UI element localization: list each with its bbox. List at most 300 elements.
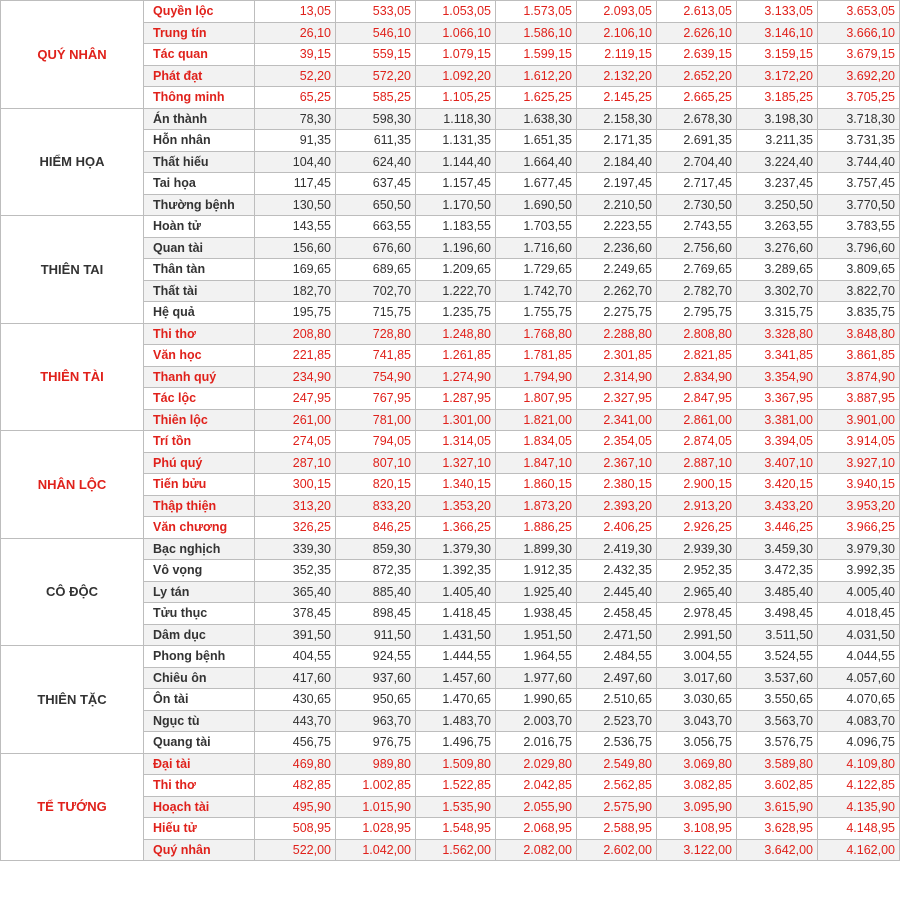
- value-cell: 3.420,15: [737, 474, 818, 496]
- row-label: Thường bệnh: [144, 194, 255, 216]
- value-cell: 300,15: [255, 474, 336, 496]
- value-cell: 2.288,80: [577, 323, 657, 345]
- value-cell: 2.926,25: [657, 517, 737, 539]
- value-cell: 3.615,90: [737, 796, 818, 818]
- value-cell: 859,30: [336, 538, 416, 560]
- value-cell: 4.122,85: [818, 775, 900, 797]
- value-cell: 3.172,20: [737, 65, 818, 87]
- value-cell: 1.002,85: [336, 775, 416, 797]
- row-label: Đại tài: [144, 753, 255, 775]
- value-cell: 911,50: [336, 624, 416, 646]
- value-cell: 3.446,25: [737, 517, 818, 539]
- value-cell: 365,40: [255, 581, 336, 603]
- value-cell: 754,90: [336, 366, 416, 388]
- group-label: THIÊN TÀI: [1, 323, 144, 431]
- value-cell: 1.638,30: [496, 108, 577, 130]
- value-cell: 1.562,00: [416, 839, 496, 861]
- value-cell: 2.055,90: [496, 796, 577, 818]
- row-label: Tác lộc: [144, 388, 255, 410]
- value-cell: 2.197,45: [577, 173, 657, 195]
- value-cell: 469,80: [255, 753, 336, 775]
- value-cell: 3.498,45: [737, 603, 818, 625]
- value-cell: 3.250,50: [737, 194, 818, 216]
- value-cell: 1.768,80: [496, 323, 577, 345]
- value-cell: 820,15: [336, 474, 416, 496]
- value-cell: 3.642,00: [737, 839, 818, 861]
- value-cell: 728,80: [336, 323, 416, 345]
- value-cell: 1.053,05: [416, 1, 496, 23]
- value-cell: 3.602,85: [737, 775, 818, 797]
- value-cell: 2.795,75: [657, 302, 737, 324]
- row-label: Phát đạt: [144, 65, 255, 87]
- value-cell: 3.966,25: [818, 517, 900, 539]
- value-cell: 1.716,60: [496, 237, 577, 259]
- value-cell: 2.393,20: [577, 495, 657, 517]
- value-cell: 1.418,45: [416, 603, 496, 625]
- value-cell: 963,70: [336, 710, 416, 732]
- row-label: Thiên lộc: [144, 409, 255, 431]
- value-cell: 2.782,70: [657, 280, 737, 302]
- value-cell: 559,15: [336, 44, 416, 66]
- value-cell: 3.692,20: [818, 65, 900, 87]
- value-cell: 702,70: [336, 280, 416, 302]
- value-cell: 2.536,75: [577, 732, 657, 754]
- value-cell: 1.977,60: [496, 667, 577, 689]
- value-cell: 1.079,15: [416, 44, 496, 66]
- value-cell: 2.262,70: [577, 280, 657, 302]
- value-cell: 4.083,70: [818, 710, 900, 732]
- value-cell: 1.379,30: [416, 538, 496, 560]
- value-cell: 2.406,25: [577, 517, 657, 539]
- value-cell: 1.353,20: [416, 495, 496, 517]
- value-cell: 391,50: [255, 624, 336, 646]
- value-cell: 794,05: [336, 431, 416, 453]
- value-cell: 130,50: [255, 194, 336, 216]
- table-row: [1, 431, 900, 453]
- value-cell: 3.550,65: [737, 689, 818, 711]
- row-label: Quý nhân: [144, 839, 255, 861]
- value-cell: 1.183,55: [416, 216, 496, 238]
- value-cell: 3.185,25: [737, 87, 818, 109]
- value-cell: 1.118,30: [416, 108, 496, 130]
- value-cell: 3.511,50: [737, 624, 818, 646]
- value-cell: 1.015,90: [336, 796, 416, 818]
- value-cell: 1.625,25: [496, 87, 577, 109]
- value-cell: 2.704,40: [657, 151, 737, 173]
- row-label: Thanh quý: [144, 366, 255, 388]
- value-cell: 2.861,00: [657, 409, 737, 431]
- value-cell: 872,35: [336, 560, 416, 582]
- value-cell: 2.171,35: [577, 130, 657, 152]
- row-label: Ôn tài: [144, 689, 255, 711]
- value-cell: 3.848,80: [818, 323, 900, 345]
- value-cell: 234,90: [255, 366, 336, 388]
- value-cell: 4.018,45: [818, 603, 900, 625]
- value-cell: 2.602,00: [577, 839, 657, 861]
- row-label: Thông minh: [144, 87, 255, 109]
- value-cell: 3.718,30: [818, 108, 900, 130]
- value-cell: 3.666,10: [818, 22, 900, 44]
- value-cell: 1.990,65: [496, 689, 577, 711]
- row-label: Hỗn nhân: [144, 130, 255, 152]
- value-cell: 39,15: [255, 44, 336, 66]
- value-cell: 3.589,80: [737, 753, 818, 775]
- value-cell: 3.328,80: [737, 323, 818, 345]
- value-cell: 3.835,75: [818, 302, 900, 324]
- value-cell: 833,20: [336, 495, 416, 517]
- value-cell: 2.042,85: [496, 775, 577, 797]
- value-cell: 247,95: [255, 388, 336, 410]
- value-cell: 2.769,65: [657, 259, 737, 281]
- value-cell: 937,60: [336, 667, 416, 689]
- value-cell: 1.405,40: [416, 581, 496, 603]
- group-label: NHÂN LỘC: [1, 431, 144, 539]
- value-cell: 104,40: [255, 151, 336, 173]
- group-label: HIỂM HỌA: [1, 108, 144, 216]
- value-cell: 1.144,40: [416, 151, 496, 173]
- value-cell: 208,80: [255, 323, 336, 345]
- value-cell: 1.847,10: [496, 452, 577, 474]
- value-cell: 221,85: [255, 345, 336, 367]
- value-cell: 3.628,95: [737, 818, 818, 840]
- value-cell: 3.133,05: [737, 1, 818, 23]
- row-label: Ngục tù: [144, 710, 255, 732]
- value-cell: 65,25: [255, 87, 336, 109]
- value-cell: 143,55: [255, 216, 336, 238]
- value-cell: 1.612,20: [496, 65, 577, 87]
- value-cell: 1.470,65: [416, 689, 496, 711]
- value-cell: 1.457,60: [416, 667, 496, 689]
- value-cell: 624,40: [336, 151, 416, 173]
- value-cell: 1.742,70: [496, 280, 577, 302]
- value-cell: 2.510,65: [577, 689, 657, 711]
- row-label: Thi thơ: [144, 775, 255, 797]
- value-cell: 2.497,60: [577, 667, 657, 689]
- value-cell: 3.809,65: [818, 259, 900, 281]
- value-cell: 3.485,40: [737, 581, 818, 603]
- value-cell: 1.314,05: [416, 431, 496, 453]
- value-cell: 2.275,75: [577, 302, 657, 324]
- value-cell: 4.057,60: [818, 667, 900, 689]
- value-cell: 2.419,30: [577, 538, 657, 560]
- value-cell: 2.068,95: [496, 818, 577, 840]
- value-cell: 598,30: [336, 108, 416, 130]
- value-cell: 3.341,85: [737, 345, 818, 367]
- row-label: Quan tài: [144, 237, 255, 259]
- value-cell: 3.563,70: [737, 710, 818, 732]
- value-cell: 91,35: [255, 130, 336, 152]
- value-cell: 1.690,50: [496, 194, 577, 216]
- value-cell: 339,30: [255, 538, 336, 560]
- value-cell: 3.237,45: [737, 173, 818, 195]
- value-cell: 1.912,35: [496, 560, 577, 582]
- value-cell: 1.209,65: [416, 259, 496, 281]
- value-cell: 3.822,70: [818, 280, 900, 302]
- value-cell: 1.157,45: [416, 173, 496, 195]
- row-label: Phong bệnh: [144, 646, 255, 668]
- value-cell: 1.496,75: [416, 732, 496, 754]
- value-cell: 2.484,55: [577, 646, 657, 668]
- value-cell: 3.224,40: [737, 151, 818, 173]
- row-label: Tai họa: [144, 173, 255, 195]
- table-body: [1, 1, 900, 861]
- group-label: THIÊN TẶC: [1, 646, 144, 754]
- value-cell: 3.056,75: [657, 732, 737, 754]
- value-cell: 1.729,65: [496, 259, 577, 281]
- value-cell: 1.755,75: [496, 302, 577, 324]
- value-cell: 989,80: [336, 753, 416, 775]
- value-cell: 2.991,50: [657, 624, 737, 646]
- value-cell: 3.744,40: [818, 151, 900, 173]
- value-cell: 1.028,95: [336, 818, 416, 840]
- value-cell: 1.599,15: [496, 44, 577, 66]
- value-cell: 1.925,40: [496, 581, 577, 603]
- value-cell: 352,35: [255, 560, 336, 582]
- value-cell: 2.236,60: [577, 237, 657, 259]
- value-cell: 430,65: [255, 689, 336, 711]
- group-label: QUÝ NHÂN: [1, 1, 144, 109]
- value-cell: 404,55: [255, 646, 336, 668]
- value-cell: 3.122,00: [657, 839, 737, 861]
- value-cell: 2.327,95: [577, 388, 657, 410]
- value-cell: 3.381,00: [737, 409, 818, 431]
- value-cell: 572,20: [336, 65, 416, 87]
- row-label: Hoạch tài: [144, 796, 255, 818]
- table-row: [1, 108, 900, 130]
- value-cell: 2.652,20: [657, 65, 737, 87]
- value-cell: 2.717,45: [657, 173, 737, 195]
- value-cell: 4.070,65: [818, 689, 900, 711]
- value-cell: 637,45: [336, 173, 416, 195]
- value-cell: 4.162,00: [818, 839, 900, 861]
- value-cell: 3.901,00: [818, 409, 900, 431]
- value-cell: 1.651,35: [496, 130, 577, 152]
- value-cell: 3.004,55: [657, 646, 737, 668]
- value-cell: 781,00: [336, 409, 416, 431]
- value-cell: 1.951,50: [496, 624, 577, 646]
- value-cell: 676,60: [336, 237, 416, 259]
- value-cell: 2.900,15: [657, 474, 737, 496]
- value-cell: 2.939,30: [657, 538, 737, 560]
- value-cell: 3.315,75: [737, 302, 818, 324]
- value-cell: 2.132,20: [577, 65, 657, 87]
- value-cell: 1.483,70: [416, 710, 496, 732]
- row-label: Phú quý: [144, 452, 255, 474]
- value-cell: 2.549,80: [577, 753, 657, 775]
- value-cell: 885,40: [336, 581, 416, 603]
- value-cell: 1.327,10: [416, 452, 496, 474]
- value-cell: 585,25: [336, 87, 416, 109]
- row-label: Thất tài: [144, 280, 255, 302]
- value-cell: 2.367,10: [577, 452, 657, 474]
- table-row: [1, 538, 900, 560]
- group-label: THIÊN TAI: [1, 216, 144, 324]
- value-cell: 715,75: [336, 302, 416, 324]
- value-cell: 3.289,65: [737, 259, 818, 281]
- row-label: Quang tài: [144, 732, 255, 754]
- value-cell: 1.131,35: [416, 130, 496, 152]
- value-cell: 3.159,15: [737, 44, 818, 66]
- value-cell: 3.757,45: [818, 173, 900, 195]
- value-cell: 1.821,00: [496, 409, 577, 431]
- group-label: CÔ ĐỘC: [1, 538, 144, 646]
- value-cell: 546,10: [336, 22, 416, 44]
- value-cell: 274,05: [255, 431, 336, 453]
- value-cell: 533,05: [336, 1, 416, 23]
- value-cell: 1.548,95: [416, 818, 496, 840]
- value-cell: 1.105,25: [416, 87, 496, 109]
- row-label: Bạc nghịch: [144, 538, 255, 560]
- value-cell: 1.535,90: [416, 796, 496, 818]
- value-cell: 495,90: [255, 796, 336, 818]
- value-cell: 78,30: [255, 108, 336, 130]
- value-cell: 3.927,10: [818, 452, 900, 474]
- value-cell: 1.170,50: [416, 194, 496, 216]
- value-cell: 3.887,95: [818, 388, 900, 410]
- value-cell: 287,10: [255, 452, 336, 474]
- value-cell: 1.873,20: [496, 495, 577, 517]
- value-cell: 2.432,35: [577, 560, 657, 582]
- value-cell: 3.796,60: [818, 237, 900, 259]
- value-cell: 3.770,50: [818, 194, 900, 216]
- value-cell: 1.066,10: [416, 22, 496, 44]
- value-cell: 3.043,70: [657, 710, 737, 732]
- value-cell: 689,65: [336, 259, 416, 281]
- value-cell: 313,20: [255, 495, 336, 517]
- group-label: TỂ TƯỚNG: [1, 753, 144, 861]
- value-cell: 2.341,00: [577, 409, 657, 431]
- value-cell: 2.210,50: [577, 194, 657, 216]
- row-label: Tiến bửu: [144, 474, 255, 496]
- value-cell: 4.005,40: [818, 581, 900, 603]
- value-cell: 2.458,45: [577, 603, 657, 625]
- value-cell: 2.249,65: [577, 259, 657, 281]
- value-cell: 2.003,70: [496, 710, 577, 732]
- row-label: Tửu thục: [144, 603, 255, 625]
- value-cell: 2.354,05: [577, 431, 657, 453]
- value-cell: 13,05: [255, 1, 336, 23]
- table-row: [1, 753, 900, 775]
- value-cell: 52,20: [255, 65, 336, 87]
- value-cell: 3.472,35: [737, 560, 818, 582]
- value-cell: 417,60: [255, 667, 336, 689]
- value-cell: 3.198,30: [737, 108, 818, 130]
- row-label: Hiếu tử: [144, 818, 255, 840]
- value-cell: 443,70: [255, 710, 336, 732]
- value-cell: 2.145,25: [577, 87, 657, 109]
- value-cell: 2.691,35: [657, 130, 737, 152]
- value-cell: 807,10: [336, 452, 416, 474]
- value-cell: 663,55: [336, 216, 416, 238]
- value-cell: 1.392,35: [416, 560, 496, 582]
- value-cell: 1.860,15: [496, 474, 577, 496]
- value-cell: 1.586,10: [496, 22, 577, 44]
- value-cell: 2.016,75: [496, 732, 577, 754]
- value-cell: 3.940,15: [818, 474, 900, 496]
- value-cell: 3.394,05: [737, 431, 818, 453]
- value-cell: 2.613,05: [657, 1, 737, 23]
- value-cell: 898,45: [336, 603, 416, 625]
- value-cell: 2.874,05: [657, 431, 737, 453]
- value-cell: 2.665,25: [657, 87, 737, 109]
- row-label: Dâm dục: [144, 624, 255, 646]
- value-cell: 4.031,50: [818, 624, 900, 646]
- value-cell: 1.938,45: [496, 603, 577, 625]
- value-cell: 846,25: [336, 517, 416, 539]
- value-cell: 1.899,30: [496, 538, 577, 560]
- value-cell: 378,45: [255, 603, 336, 625]
- row-label: Thất hiếu: [144, 151, 255, 173]
- value-cell: 2.575,90: [577, 796, 657, 818]
- value-cell: 2.562,85: [577, 775, 657, 797]
- table-row: [1, 1, 900, 23]
- value-cell: 1.261,85: [416, 345, 496, 367]
- value-cell: 4.096,75: [818, 732, 900, 754]
- value-cell: 3.783,55: [818, 216, 900, 238]
- value-cell: 2.952,35: [657, 560, 737, 582]
- value-cell: 482,85: [255, 775, 336, 797]
- value-cell: 3.367,95: [737, 388, 818, 410]
- value-cell: 2.808,80: [657, 323, 737, 345]
- value-cell: 1.301,00: [416, 409, 496, 431]
- value-cell: 611,35: [336, 130, 416, 152]
- value-cell: 1.222,70: [416, 280, 496, 302]
- value-cell: 1.431,50: [416, 624, 496, 646]
- value-cell: 2.588,95: [577, 818, 657, 840]
- value-cell: 156,60: [255, 237, 336, 259]
- value-cell: 3.030,65: [657, 689, 737, 711]
- value-cell: 26,10: [255, 22, 336, 44]
- value-cell: 2.314,90: [577, 366, 657, 388]
- value-cell: 3.108,95: [657, 818, 737, 840]
- value-cell: 1.807,95: [496, 388, 577, 410]
- value-cell: 976,75: [336, 732, 416, 754]
- value-cell: 1.522,85: [416, 775, 496, 797]
- value-cell: 3.017,60: [657, 667, 737, 689]
- value-cell: 2.978,45: [657, 603, 737, 625]
- value-cell: 456,75: [255, 732, 336, 754]
- value-cell: 3.146,10: [737, 22, 818, 44]
- value-cell: 3.992,35: [818, 560, 900, 582]
- value-cell: 950,65: [336, 689, 416, 711]
- value-cell: 1.886,25: [496, 517, 577, 539]
- value-cell: 2.301,85: [577, 345, 657, 367]
- value-cell: 4.135,90: [818, 796, 900, 818]
- value-cell: 1.274,90: [416, 366, 496, 388]
- value-cell: 3.576,75: [737, 732, 818, 754]
- value-cell: 2.093,05: [577, 1, 657, 23]
- value-cell: 2.445,40: [577, 581, 657, 603]
- value-cell: 4.148,95: [818, 818, 900, 840]
- row-label: Án thành: [144, 108, 255, 130]
- value-cell: 3.433,20: [737, 495, 818, 517]
- value-cell: 1.677,45: [496, 173, 577, 195]
- value-cell: 3.263,55: [737, 216, 818, 238]
- table-row: [1, 646, 900, 668]
- value-cell: 3.953,20: [818, 495, 900, 517]
- value-cell: 1.042,00: [336, 839, 416, 861]
- value-cell: 3.095,90: [657, 796, 737, 818]
- value-cell: 2.834,90: [657, 366, 737, 388]
- value-cell: 1.366,25: [416, 517, 496, 539]
- value-cell: 3.874,90: [818, 366, 900, 388]
- value-cell: 1.573,05: [496, 1, 577, 23]
- value-cell: 2.106,10: [577, 22, 657, 44]
- row-label: Hệ quả: [144, 302, 255, 324]
- value-cell: 2.626,10: [657, 22, 737, 44]
- value-cell: 2.184,40: [577, 151, 657, 173]
- row-label: Vô vọng: [144, 560, 255, 582]
